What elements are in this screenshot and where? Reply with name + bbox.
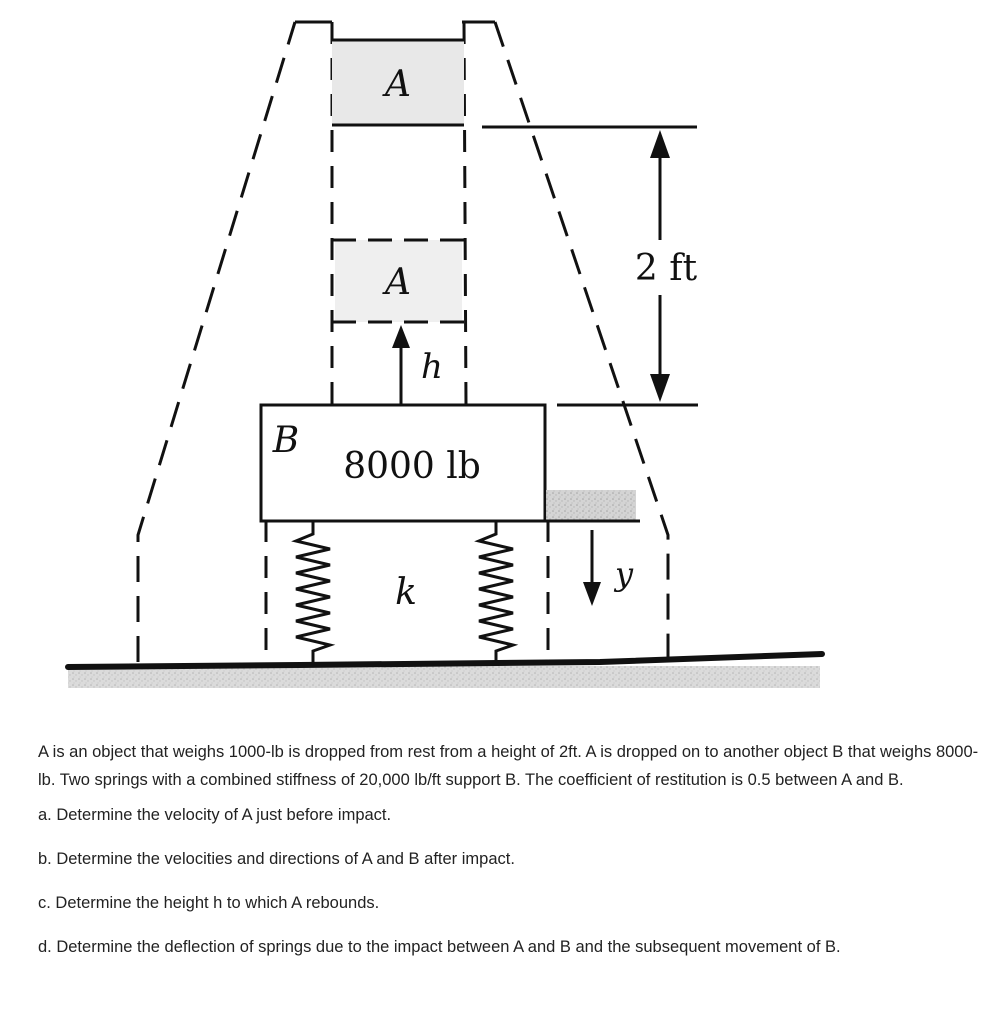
distance-label: 2 ft (634, 248, 698, 289)
block-a-rebound (332, 240, 466, 322)
spring-label: k (395, 572, 417, 613)
block-a-top (332, 40, 464, 125)
question-d: d. Determine the deflection of springs due to the impact between A and B and the subsequent movement of B. (38, 938, 841, 956)
block-b-label: B (272, 420, 300, 461)
outer-frame-left (138, 22, 332, 662)
outer-frame-right (462, 22, 668, 660)
height-label: h (421, 347, 443, 387)
problem-intro: A is an object that weighs 1000-lb is dropped from rest from a height of 2ft. A is dropped on to another object B that weighs 8000-lb. Two springs with a combined stiffness of 20,000 lb/ft support B. The coefficient of restitution is 0.5 between A and B. (38, 743, 979, 789)
spring-right (479, 522, 513, 664)
question-a: a. Determine the velocity of A just before impact. (38, 806, 392, 824)
block-b-weight: 8000 lb (343, 446, 481, 487)
deflection-arrow (583, 530, 634, 606)
height-arrow (392, 325, 443, 404)
deflected-position (546, 490, 640, 521)
spring-left (296, 522, 330, 665)
block-a-top-label: A (385, 64, 411, 105)
ground (68, 654, 822, 688)
problem-statement (38, 738, 988, 980)
distance-dimension (482, 127, 698, 405)
block-a-bottom-label: A (385, 262, 411, 303)
question-b: b. Determine the velocities and directions of A and B after impact. (38, 850, 515, 868)
deflection-label: y (614, 555, 634, 593)
question-c: c. Determine the height h to which A rebounds. (38, 894, 380, 912)
block-b (261, 405, 545, 521)
